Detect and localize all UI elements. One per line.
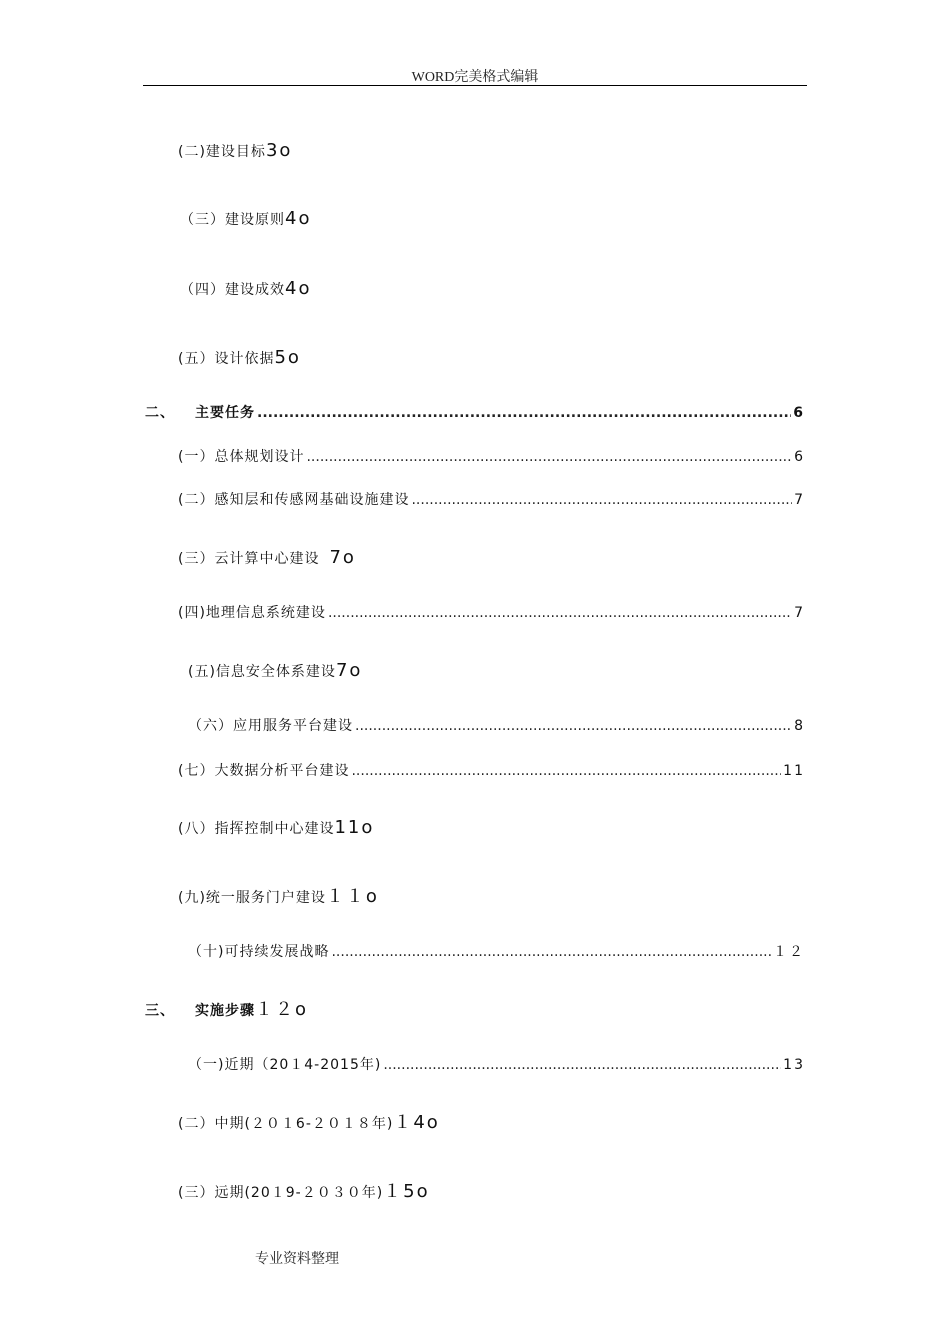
page-footer: 专业资料整理	[255, 1252, 339, 1267]
toc-section-number: 三、	[145, 1003, 175, 1019]
toc-entry-construction-results[interactable]	[180, 280, 311, 299]
toc-entry-page: 8	[794, 718, 805, 734]
toc-entry-label: (五)信息安全体系建设	[188, 664, 336, 680]
toc-entry-label: (三）云计算中心建设	[178, 551, 320, 567]
page-header: WORD完美格式编辑	[411, 70, 539, 85]
toc-entry-mid-term[interactable]	[178, 1114, 440, 1133]
toc-entry-sustainable-development[interactable]	[188, 943, 805, 961]
toc-entry-page: 11	[783, 763, 805, 779]
toc-entry-page: 3o	[265, 140, 293, 161]
toc-entry-page: 11o	[334, 817, 375, 838]
toc-entry-label: (五）设计依据	[178, 351, 275, 367]
toc-entry-construction-principles[interactable]	[180, 210, 311, 229]
toc-entry-page: 6	[793, 405, 805, 421]
toc-entry-construction-goals[interactable]	[178, 142, 292, 161]
toc-entry-label: （三）建设原则	[180, 212, 285, 228]
toc-entry-page: １２	[773, 944, 805, 960]
toc-entry-label: (九)统一服务门户建设	[178, 890, 326, 906]
toc-entry-page: 7	[794, 492, 805, 508]
toc-section-main-tasks[interactable]	[145, 404, 805, 422]
toc-entry-service-portal[interactable]	[178, 888, 379, 907]
toc-entry-command-center[interactable]	[178, 819, 374, 838]
toc-leader-dots	[383, 1056, 781, 1074]
toc-entry-design-basis[interactable]	[178, 349, 301, 368]
toc-entry-page: １4o	[393, 1112, 440, 1133]
toc-entry-label: （四）建设成效	[180, 282, 285, 298]
toc-section-implementation-steps[interactable]	[145, 1001, 308, 1020]
toc-entry-page: 13	[783, 1057, 805, 1073]
toc-entry-label: （十)可持续发展战略	[188, 944, 330, 960]
toc-entry-label: （一)近期（20１4-2015年)	[188, 1057, 382, 1073]
toc-entry-label: (二）感知层和传感网基础设施建设	[178, 492, 410, 508]
toc-entry-page: 4o	[285, 208, 312, 229]
toc-entry-long-term[interactable]	[178, 1183, 430, 1202]
toc-entry-label: (三）远期(20１9-２０３０年)	[178, 1185, 384, 1201]
toc-entry-page: 7o	[329, 547, 356, 568]
toc-section-number: 二、	[145, 405, 175, 421]
toc-leader-dots	[351, 762, 781, 780]
toc-entry-overall-planning[interactable]	[178, 448, 805, 466]
toc-entry-page: １２o	[255, 999, 309, 1020]
toc-entry-label: (二)建设目标	[178, 144, 266, 160]
toc-entry-application-platform[interactable]	[188, 717, 805, 735]
toc-leader-dots	[355, 717, 792, 735]
toc-leader-dots	[411, 491, 792, 509]
toc-entry-sensing-layer[interactable]	[178, 491, 805, 509]
toc-entry-cloud-computing-center[interactable]	[178, 549, 356, 568]
toc-entry-page: 5o	[274, 347, 301, 368]
toc-leader-dots	[331, 943, 771, 961]
toc-section-label	[145, 1003, 255, 1019]
toc-leader-dots	[328, 604, 792, 622]
toc-entry-label: (一）总体规划设计	[178, 449, 305, 465]
toc-entry-gis[interactable]	[178, 604, 805, 622]
toc-entry-information-security[interactable]	[188, 662, 362, 681]
toc-entry-page: 7o	[335, 660, 363, 681]
toc-entry-page: 6	[794, 449, 805, 465]
toc-entry-page: １5o	[383, 1181, 430, 1202]
toc-entry-label: (二）中期(２０１6-２０１８年)	[178, 1116, 394, 1132]
header-rule	[143, 85, 807, 86]
toc-section-title: 主要任务	[195, 405, 255, 421]
toc-entry-label: (七）大数据分析平台建设	[178, 763, 350, 779]
toc-leader-dots	[257, 404, 791, 422]
toc-entry-big-data-platform[interactable]	[178, 762, 805, 780]
toc-leader-dots	[306, 448, 792, 466]
toc-section-title: 实施步骤	[195, 1003, 255, 1019]
toc-entry-page: １１o	[325, 886, 379, 907]
toc-entry-page: 4o	[285, 278, 312, 299]
toc-entry-label: (四)地理信息系统建设	[178, 605, 326, 621]
toc-section-label	[145, 404, 255, 422]
toc-entry-label: (八）指挥控制中心建设	[178, 821, 335, 837]
toc-entry-near-term[interactable]	[188, 1056, 805, 1074]
toc-entry-page: 7	[794, 605, 805, 621]
toc-entry-label: （六）应用服务平台建设	[188, 718, 353, 734]
